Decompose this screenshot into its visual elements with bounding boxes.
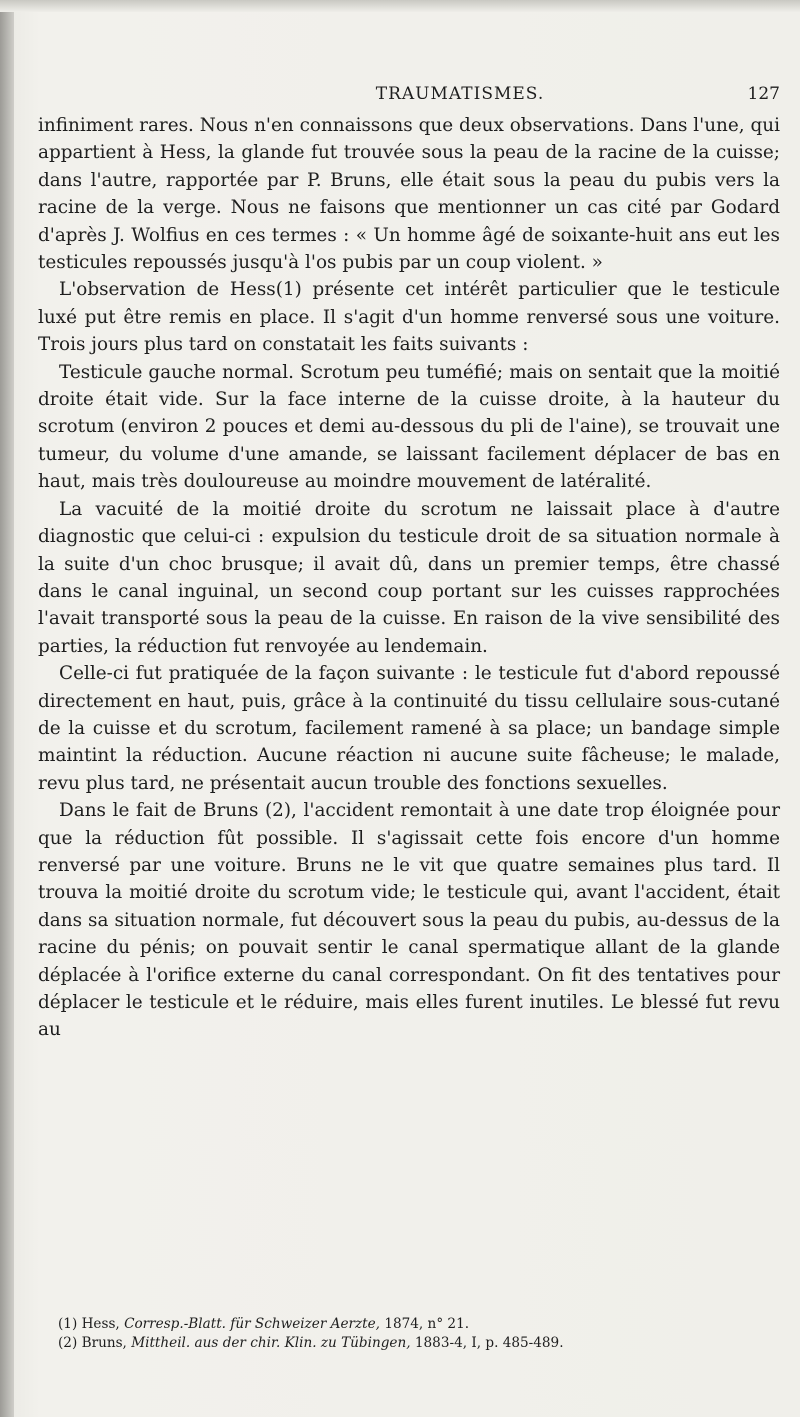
- footnote-ref: 1874, n° 21.: [380, 1316, 470, 1332]
- footnote-author: (1) Hess,: [58, 1316, 125, 1332]
- paragraph: Dans le fait de Bruns (2), l'accident remontait à une date trop éloignée pour que la réduction fût possible. Il s'agissait cette fois encore d'un homme renversé par une voiture. Bruns ne le vit que quatre semaines plus tard. Il trouva la moitié droite du scrotum vide; le testicule qui, avant l'accident, était dans sa situation normale, fut découvert sous la peau du pubis, au-dessus de la racine du pénis; on pouvait sentir le canal spermatique allant de la glande déplacée à l'orifice externe du canal correspondant. On fit des tentatives pour déplacer le testicule et le réduire, mais elles furent inutiles. Le blessé fut revu au: [38, 800, 780, 1041]
- footnote-author: (2) Bruns,: [58, 1335, 132, 1351]
- paragraph: Celle-ci fut pratiquée de la façon suivante : le testicule fut d'abord repoussé directement en haut, puis, grâce à la continuité du tissu cellulaire sous-cutané de la cuisse et du scrotum, facilement ramené à sa place; un bandage simple maintint la réduction. Aucune réaction ni aucune suite fâcheuse; le malade, revu plus tard, ne présentait aucun trouble des fonctions sexuelles.: [38, 663, 780, 794]
- footnotes: [38, 1315, 780, 1353]
- paragraph: Testicule gauche normal. Scrotum peu tuméfié; mais on sentait que la moitié droite était vide. Sur la face interne de la cuisse droite, à la hauteur du scrotum (environ 2 pouces et demi au-dessous du pli de l'aine), se trouvait une tumeur, du volume d'une amande, se laissant facilement déplacer de bas en haut, mais très douloureuse au moindre mouvement de latéralité.: [38, 361, 780, 493]
- footnote: [38, 1334, 780, 1353]
- footnote: [38, 1315, 780, 1334]
- footnote-title: Corresp.-Blatt. für Schweizer Aerzte,: [124, 1316, 380, 1332]
- running-title: TRAUMATISMES.: [375, 84, 545, 104]
- footnote-ref: 1883-4, I, p. 485-489.: [410, 1335, 564, 1351]
- page-header: [140, 84, 780, 110]
- paragraph: La vacuité de la moitié droite du scrotum ne laissait place à d'autre diagnostic que celui-ci : expulsion du testicule droit de sa situation normale à la suite d'un choc brusque; il avait dû, dans un premier temps, être chassé dans le canal inguinal, un second coup portant sur les cuisses rapprochées l'avait transporté sous la peau de la cuisse. En raison de la vive sensibilité des parties, la réduction fut renvoyée au lendemain.: [38, 498, 780, 657]
- page-number: 127: [747, 84, 780, 104]
- page-spine-shadow: [0, 0, 14, 1417]
- footnote-title: Mittheil. aus der chir. Klin. zu Tübingen,: [131, 1335, 411, 1351]
- paragraph: L'observation de Hess(1) présente cet intérêt particulier que le testicule luxé put être remis en place. Il s'agit d'un homme renversé sous une voiture. Trois jours plus tard on constatait les faits suivants :: [38, 279, 780, 356]
- body-text: [38, 112, 780, 1044]
- paragraph: infiniment rares. Nous n'en connaissons que deux observations. Dans l'une, qui appartient à Hess, la glande fut trouvée sous la peau de la racine de la cuisse; dans l'autre, rapportée par P. Bruns, elle était sous la peau du pubis vers la racine de la verge. Nous ne faisons que mentionner un cas cité par Godard d'après J. Wolfius en ces termes : « Un homme âgé de soixante-huit ans eut les testicules repoussés jusqu'à l'os pubis par un coup violent. »: [38, 115, 780, 274]
- page-top-edge: [0, 0, 800, 12]
